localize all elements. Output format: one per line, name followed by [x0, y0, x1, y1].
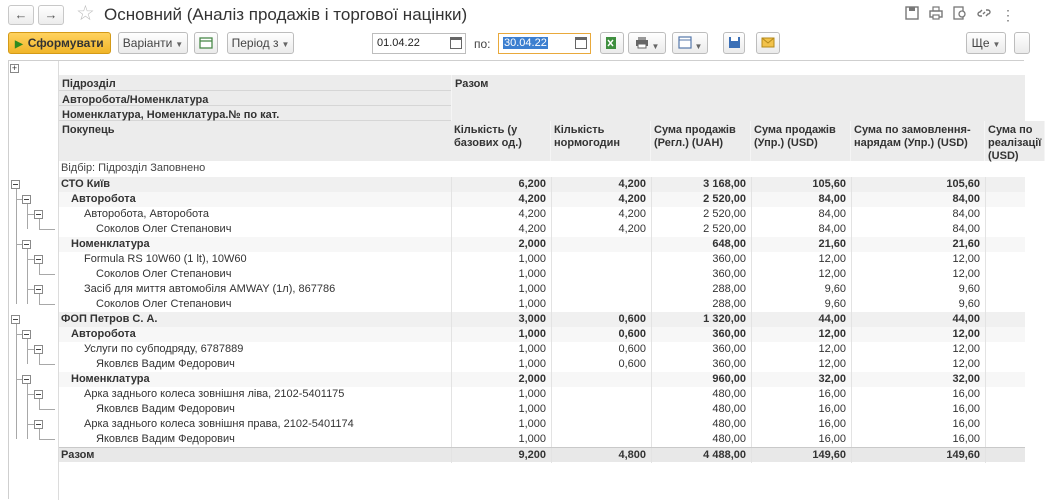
column-header-realization-usd[interactable]: Сума по реалізації (USD) — [985, 121, 1045, 161]
envelope-icon — [761, 37, 775, 48]
cell-divider — [985, 448, 986, 463]
header-row-3: Номенклатура, Номенклатура.№ по кат. — [59, 106, 451, 121]
cell-value: 648,00 — [712, 238, 746, 250]
cell-value: 44,00 — [818, 313, 846, 325]
cell-divider — [551, 237, 552, 252]
row-label: Соколов Олег Степанович — [96, 298, 232, 310]
table-row[interactable] — [59, 342, 1025, 357]
table-row[interactable] — [59, 372, 1025, 387]
tree-connector — [39, 439, 55, 440]
cell-value: 32,00 — [952, 373, 980, 385]
cell-value: 9,60 — [824, 298, 846, 310]
variants-button[interactable] — [118, 32, 188, 54]
tree-connector — [16, 189, 17, 304]
table-row[interactable] — [59, 192, 1025, 207]
cell-value: 4,200 — [618, 193, 646, 205]
back-button[interactable] — [8, 5, 34, 25]
cell-divider — [985, 297, 986, 312]
row-label: Авторобота — [71, 193, 136, 205]
cell-value: 9,60 — [824, 283, 846, 295]
cell-value: 12,00 — [818, 328, 846, 340]
cell-value: 360,00 — [712, 268, 746, 280]
tree-connector — [27, 424, 34, 425]
cell-divider — [985, 207, 986, 222]
table-row[interactable] — [59, 177, 1025, 192]
collapse-toggle-icon[interactable] — [22, 375, 31, 384]
cell-value: 12,00 — [818, 343, 846, 355]
generate-button[interactable] — [8, 32, 111, 54]
table-row[interactable] — [59, 327, 1025, 342]
column-header-qty[interactable]: Кількість (у базових од.) — [451, 121, 551, 161]
table-icon — [678, 36, 692, 49]
collapse-toggle-icon[interactable] — [22, 240, 31, 249]
floppy-icon — [728, 36, 741, 49]
collapse-toggle-icon[interactable] — [11, 315, 20, 324]
row-label: Номенклатура — [71, 238, 150, 250]
cell-value: 0,600 — [618, 328, 646, 340]
cell-divider — [985, 342, 986, 357]
header-row-1: Підрозділ — [59, 75, 451, 91]
cell-value: 1,000 — [518, 253, 546, 265]
table-row[interactable] — [59, 417, 1025, 432]
cell-value: 2,000 — [518, 238, 546, 250]
collapse-toggle-icon[interactable] — [22, 195, 31, 204]
table-row[interactable] — [59, 357, 1025, 372]
cell-divider — [551, 252, 552, 267]
cell-value: 360,00 — [712, 328, 746, 340]
row-label: Formula RS 10W60 (1 lt), 10W60 — [84, 253, 247, 265]
date-from-value: 01.04.22 — [377, 37, 420, 49]
cell-divider — [985, 222, 986, 237]
dropdown-caret-icon: ▼ — [992, 40, 1001, 49]
settings-button[interactable] — [194, 32, 218, 54]
cell-value: 32,00 — [818, 373, 846, 385]
cell-divider — [551, 267, 552, 282]
play-icon: ▶ — [15, 39, 23, 50]
cell-value: 84,00 — [952, 208, 980, 220]
row-label: Яковлєв Вадим Федорович — [96, 358, 235, 370]
tree-connector — [27, 349, 34, 350]
cell-value: 12,00 — [952, 328, 980, 340]
collapse-toggle-icon[interactable] — [22, 330, 31, 339]
excel-export-icon — [605, 36, 619, 50]
command-bar — [0, 32, 1024, 56]
table-row[interactable] — [59, 237, 1025, 252]
cell-divider — [985, 372, 986, 387]
row-label: ФОП Петров С. А. — [61, 313, 158, 325]
date-to-value: 30.04.22 — [504, 37, 547, 49]
tree-connector — [39, 354, 40, 364]
dropdown-caret-icon: ▼ — [175, 40, 184, 49]
table-row[interactable] — [59, 282, 1025, 297]
group-header: Разом — [451, 75, 1025, 121]
forward-button[interactable] — [38, 5, 64, 25]
cell-value: 288,00 — [712, 283, 746, 295]
row-label: СТО Київ — [61, 178, 111, 190]
collapse-toggle-icon[interactable] — [34, 420, 43, 429]
cell-value: 480,00 — [712, 388, 746, 400]
report-spreadsheet[interactable] — [8, 60, 1042, 499]
cell-value: 105,60 — [946, 178, 980, 190]
cell-divider — [985, 387, 986, 402]
tree-connector — [39, 409, 55, 410]
help-button[interactable] — [1014, 32, 1030, 54]
cell-divider — [551, 282, 552, 297]
cell-value: 360,00 — [712, 343, 746, 355]
date-from-field[interactable] — [372, 33, 466, 54]
cell-value: 84,00 — [952, 223, 980, 235]
cell-divider — [985, 192, 986, 207]
tree-connector — [27, 339, 28, 364]
cell-value: 4,200 — [618, 178, 646, 190]
cell-value: 9,60 — [958, 283, 980, 295]
cell-value: 12,00 — [952, 268, 980, 280]
cell-value: 2 520,00 — [703, 208, 746, 220]
row-label: Разом — [61, 449, 95, 461]
cell-value: 2,000 — [518, 373, 546, 385]
column-header-norm-hours[interactable]: Кількість нормогодин — [551, 121, 651, 161]
table-view-button[interactable] — [672, 32, 708, 54]
tree-connector — [39, 274, 55, 275]
collapse-toggle-icon[interactable] — [34, 345, 43, 354]
cell-divider — [985, 252, 986, 267]
cell-divider — [985, 177, 986, 192]
dropdown-caret-icon: ▼ — [651, 42, 660, 51]
cell-value: 2 520,00 — [703, 193, 746, 205]
table-row[interactable] — [59, 222, 1025, 237]
save-report-button[interactable] — [723, 32, 745, 54]
calendar-icon[interactable] — [575, 37, 587, 49]
tree-connector — [39, 219, 40, 229]
preview-icon[interactable] — [951, 6, 969, 24]
date-to-field[interactable] — [498, 33, 591, 54]
cell-value: 0,600 — [618, 358, 646, 370]
column-header-sales-uah[interactable]: Сума продажів (Регл.) (UAH) — [651, 121, 751, 161]
cell-value: 1,000 — [518, 298, 546, 310]
cell-divider — [985, 417, 986, 432]
row-label: Яковлєв Вадим Федорович — [96, 433, 235, 445]
calendar-icon[interactable] — [450, 37, 462, 49]
tree-connector — [39, 429, 40, 439]
row-label: Авторобота — [71, 328, 136, 340]
cell-value: 0,600 — [618, 313, 646, 325]
row-label: Соколов Олег Степанович — [96, 268, 232, 280]
cell-value: 9,60 — [958, 298, 980, 310]
arrow-left-icon: ← — [14, 7, 28, 22]
cell-value: 44,00 — [952, 313, 980, 325]
row-label: Авторобота, Авторобота — [84, 208, 209, 220]
column-header-order-sum-usd[interactable]: Сума по замовлення-нарядам (Упр.) (USD) — [851, 121, 985, 161]
row-label: Номенклатура — [71, 373, 150, 385]
collapse-toggle-icon[interactable] — [34, 390, 43, 399]
tree-connector — [27, 204, 28, 229]
arrow-right-icon: → — [44, 7, 58, 22]
cell-value: 1,000 — [518, 418, 546, 430]
cell-value: 9,200 — [518, 449, 546, 461]
cell-value: 16,00 — [818, 388, 846, 400]
column-header-sales-usd[interactable]: Сума продажів (Упр.) (USD) — [751, 121, 851, 161]
filter-text: Відбір: Підрозділ Заповнено — [61, 162, 206, 174]
printer-icon — [635, 36, 649, 49]
cell-value: 16,00 — [952, 433, 980, 445]
table-row[interactable] — [59, 312, 1025, 327]
cell-divider — [551, 297, 552, 312]
cell-value: 12,00 — [818, 253, 846, 265]
tree-connector — [39, 229, 55, 230]
cell-value: 12,00 — [952, 358, 980, 370]
cell-value: 105,60 — [812, 178, 846, 190]
print-icon[interactable] — [927, 6, 945, 24]
cell-value: 3 168,00 — [703, 178, 746, 190]
date-to-label: по: — [474, 37, 491, 51]
save-icon[interactable] — [903, 6, 921, 24]
cell-value: 149,60 — [812, 449, 846, 461]
page-title: Основний (Аналіз продажів і торгової націнки) — [104, 5, 468, 24]
cell-value: 16,00 — [952, 388, 980, 400]
panel-settings-icon — [199, 36, 213, 50]
cell-value: 149,60 — [946, 449, 980, 461]
cell-value: 21,60 — [818, 238, 846, 250]
table-row[interactable] — [59, 387, 1025, 402]
cell-value: 1,000 — [518, 358, 546, 370]
cell-value: 360,00 — [712, 253, 746, 265]
tree-connector — [39, 304, 55, 305]
tree-connector — [27, 259, 34, 260]
cell-divider — [985, 282, 986, 297]
collapse-toggle-icon[interactable] — [34, 255, 43, 264]
cell-divider — [985, 312, 986, 327]
variants-label: Варіанти — [122, 36, 173, 50]
dropdown-caret-icon: ▼ — [281, 40, 290, 49]
cell-divider — [551, 372, 552, 387]
generate-label: Сформувати — [27, 36, 104, 50]
cell-value: 1,000 — [518, 328, 546, 340]
link-icon[interactable] — [975, 6, 993, 24]
cell-value: 480,00 — [712, 403, 746, 415]
row-label: Услуги по субподряду, 6787889 — [84, 343, 244, 355]
tree-connector — [27, 249, 28, 304]
cell-value: 84,00 — [952, 193, 980, 205]
cell-value: 84,00 — [818, 208, 846, 220]
cell-value: 4,200 — [618, 223, 646, 235]
cell-value: 12,00 — [952, 343, 980, 355]
cell-value: 960,00 — [712, 373, 746, 385]
tree-connector — [27, 214, 34, 215]
row-label: Арка заднього колеса зовнішня ліва, 2102-5401175 — [84, 388, 345, 400]
more-button[interactable] — [966, 32, 1006, 54]
collapse-toggle-icon[interactable] — [34, 210, 43, 219]
tree-connector — [39, 264, 40, 274]
cell-value: 480,00 — [712, 433, 746, 445]
tree-connector — [39, 399, 40, 409]
table-row[interactable] — [59, 432, 1025, 447]
cell-value: 21,60 — [952, 238, 980, 250]
row-label: Соколов Олег Степанович — [96, 223, 232, 235]
tree-connector — [27, 384, 28, 439]
cell-value: 480,00 — [712, 418, 746, 430]
export-excel-button[interactable] — [600, 32, 624, 54]
cell-value: 1,000 — [518, 283, 546, 295]
title-bar — [0, 0, 1024, 32]
tree-connector — [16, 199, 22, 200]
cell-divider — [985, 237, 986, 252]
cell-divider — [985, 357, 986, 372]
cell-divider — [551, 432, 552, 447]
expand-all-icon[interactable]: + — [11, 63, 18, 73]
tree-connector — [39, 294, 40, 304]
cell-value: 6,200 — [518, 178, 546, 190]
table-row[interactable] — [59, 402, 1025, 417]
row-label: Арка заднього колеса зовнішня права, 2102-5401174 — [84, 418, 354, 430]
cell-value: 1,000 — [518, 268, 546, 280]
cell-value: 16,00 — [952, 418, 980, 430]
cell-value: 12,00 — [952, 253, 980, 265]
cell-value: 4,200 — [518, 193, 546, 205]
tree-connector — [16, 334, 22, 335]
period-label: Період з — [231, 36, 279, 50]
cell-value: 4,800 — [618, 449, 646, 461]
collapse-toggle-icon[interactable] — [11, 180, 20, 189]
cell-divider — [551, 417, 552, 432]
cell-value: 360,00 — [712, 358, 746, 370]
tree-connector — [27, 289, 34, 290]
table-row[interactable] — [59, 207, 1025, 222]
cell-value: 1,000 — [518, 403, 546, 415]
cell-value: 16,00 — [952, 403, 980, 415]
collapse-toggle-icon[interactable] — [34, 285, 43, 294]
row-label: Засіб для миття автомобіля AMWAY (1л), 867786 — [84, 283, 336, 295]
cell-value: 16,00 — [818, 403, 846, 415]
header-row-2: Авторобота/Номенклатура — [59, 91, 451, 106]
cell-divider — [551, 402, 552, 417]
cell-divider — [985, 402, 986, 417]
cell-value: 1,000 — [518, 343, 546, 355]
print-menu-button[interactable] — [628, 32, 666, 54]
cell-divider — [985, 327, 986, 342]
favorite-star-icon[interactable]: ☆ — [76, 2, 95, 25]
send-email-button[interactable] — [756, 32, 780, 54]
cell-value: 4,200 — [518, 223, 546, 235]
cell-value: 1,000 — [518, 433, 546, 445]
tree-connector — [27, 394, 34, 395]
cell-divider — [985, 432, 986, 447]
cell-value: 16,00 — [818, 418, 846, 430]
cell-value: 4,200 — [618, 208, 646, 220]
cell-value: 288,00 — [712, 298, 746, 310]
row-label: Яковлєв Вадим Федорович — [96, 403, 235, 415]
header-row-4: Покупець — [59, 121, 451, 161]
cell-value: 4 488,00 — [703, 449, 746, 461]
cell-divider — [551, 387, 552, 402]
cell-value: 3,000 — [518, 313, 546, 325]
more-vertical-icon[interactable]: ⋮ — [1001, 7, 1015, 23]
tree-connector — [16, 324, 17, 439]
cell-value: 84,00 — [818, 223, 846, 235]
cell-divider — [985, 267, 986, 282]
table-row[interactable] — [59, 297, 1025, 312]
table-row[interactable] — [59, 267, 1025, 282]
total-row[interactable] — [59, 447, 1025, 462]
cell-value: 12,00 — [818, 268, 846, 280]
more-label: Ще — [971, 36, 990, 50]
period-button[interactable] — [227, 32, 294, 54]
cell-value: 12,00 — [818, 358, 846, 370]
cell-value: 4,200 — [518, 208, 546, 220]
cell-value: 1,000 — [518, 388, 546, 400]
cell-value: 1 320,00 — [703, 313, 746, 325]
tree-connector — [39, 364, 55, 365]
tree-connector — [16, 244, 22, 245]
cell-value: 84,00 — [818, 193, 846, 205]
cell-value: 2 520,00 — [703, 223, 746, 235]
cell-value: 16,00 — [818, 433, 846, 445]
tree-connector — [16, 379, 22, 380]
table-row[interactable] — [59, 252, 1025, 267]
cell-value: 0,600 — [618, 343, 646, 355]
dropdown-caret-icon: ▼ — [694, 42, 703, 51]
